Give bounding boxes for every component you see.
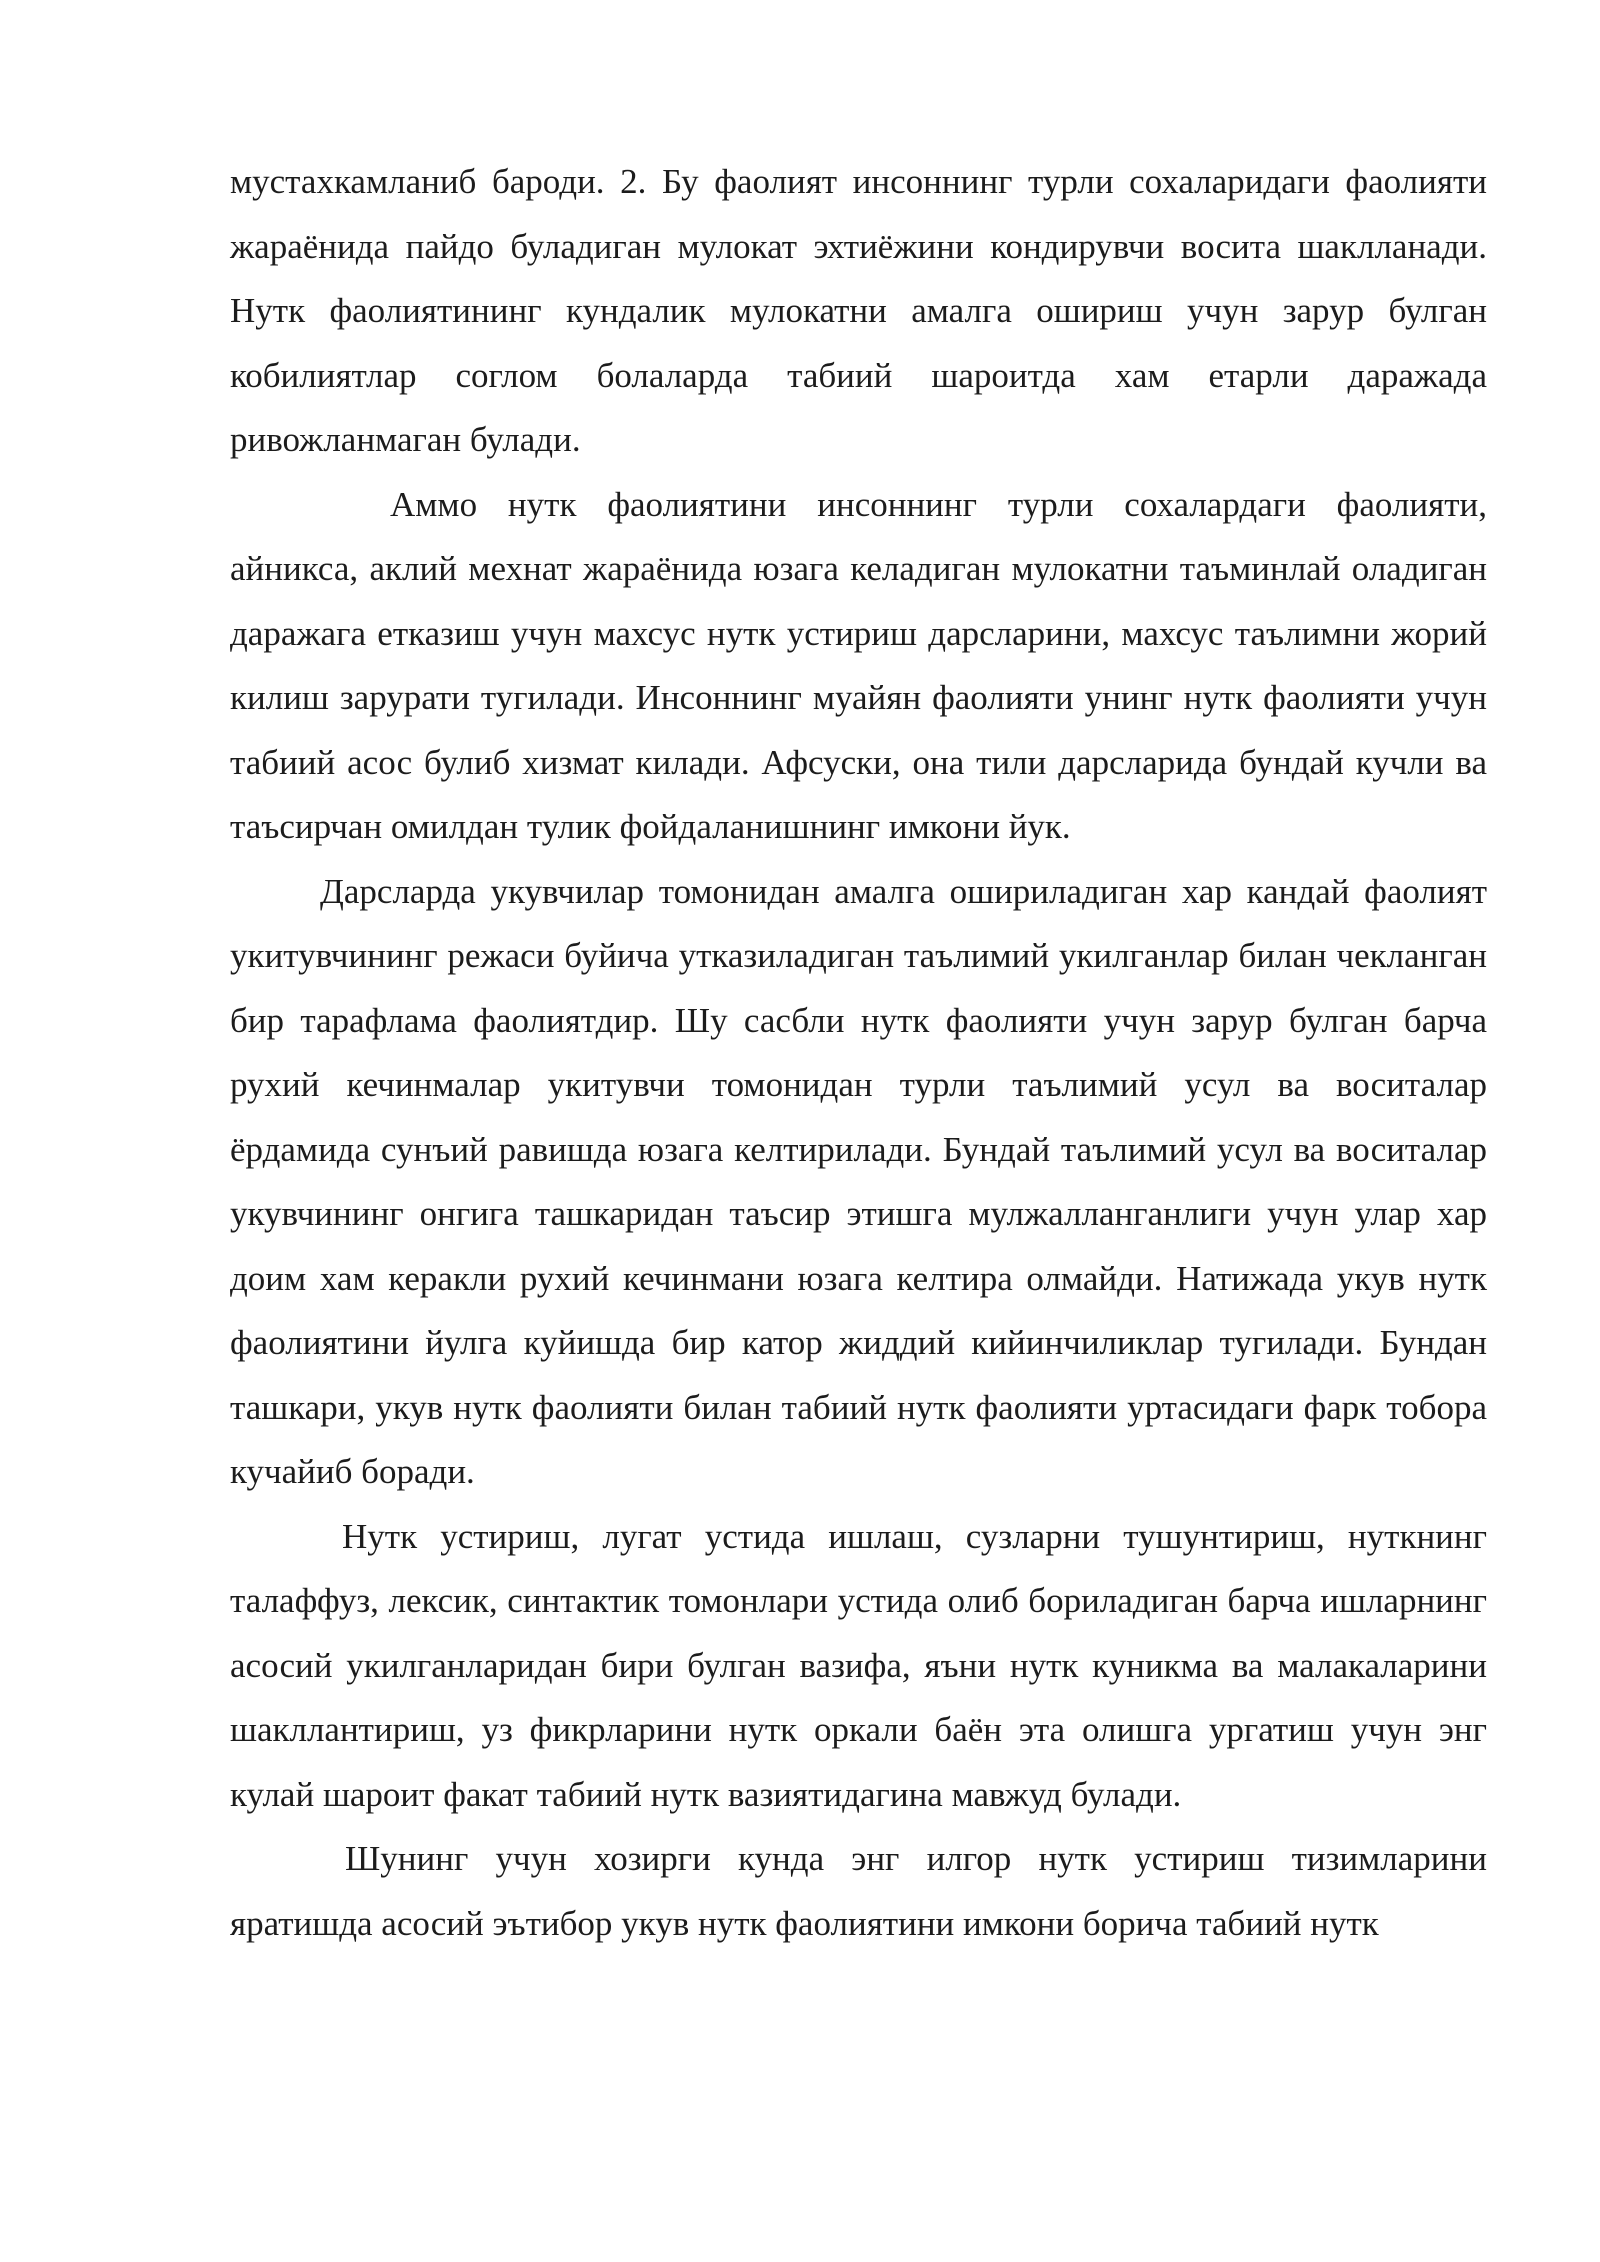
paragraph-3: Дарсларда укувчилар томонидан амалга ошириладиган хар кандай фаолият укитувчининг режаси буйича утказиладиган таълимий укилганлар билан чекланган бир тарафлама фаолиятдир. Шу сасбли нутк фаолияти учун зарур булган барча рухий кечинмалар укитувчи томонидан турли таълимий усул ва воситалар ёрдамида сунъий равишда юзага келтирилади. Бундай таълимий усул ва воситалар укувчининг онгига ташкаридан таъсир этишга мулжалланганлиги учун улар хар доим хам керакли рухий кечинмани юзага келтира олмайди. Натижада укув нутк фаолиятини йулга куйишда бир катор жиддий кийинчиликлар тугилади. Бундан ташкари, укув нутк фаолияти билан табиий нутк фаолияти уртасидаги фарк тобора кучайиб боради.	[230, 871, 1487, 1491]
paragraph-1: мустахкамланиб бароди. 2. Бу фаолият инсоннинг турли сохаларидаги фаолияти жараёнида пайдо буладиган мулокат эхтиёжини кондирувчи восита шаклланади. Нутк фаолиятининг кундалик мулокатни амалга ошириш учун зарур булган кобилиятлар соглом болаларда табиий шароитда хам етарли даражада ривожланмаган булади.	[230, 162, 1487, 459]
paragraph-4: Нутк устириш, лугат устида ишлаш, сузларни тушунтириш, нуткнинг талаффуз, лексик, синтактик томонлари устида олиб бориладиган барча ишларнинг асосий укилганларидан бири булган вазифа, яъни нутк куникма ва малакаларини шакллантириш, уз фикрларини нутк оркали баён эта олишга ургатиш учун энг кулай шароит факат табиий нутк вазиятидагина мавжуд булади.	[230, 1516, 1487, 1814]
paragraph-2: Аммо нутк фаолиятини инсоннинг турли сохалардаги фаолияти, айникса, аклий мехнат жараёнида юзага келадиган мулокатни таъминлай оладиган даражага етказиш учун махсус нутк устириш дарсларини, махсус таълимни жорий килиш зарурати тугилади. Инсоннинг муайян фаолияти унинг нутк фаолияти учун табиий асос булиб хизмат килади. Афсуски, она тили дарсларида бундай кучли ва таъсирчан омилдан тулик фойдаланишнинг имкони йук.	[230, 484, 1487, 846]
document-body	[230, 150, 1487, 1956]
paragraph-5: Шунинг учун хозирги кунда энг илгор нутк устириш тизимларини яратишда асосий эътибор укув нутк фаолиятини имкони борича табиий нутк	[230, 1839, 1487, 1943]
